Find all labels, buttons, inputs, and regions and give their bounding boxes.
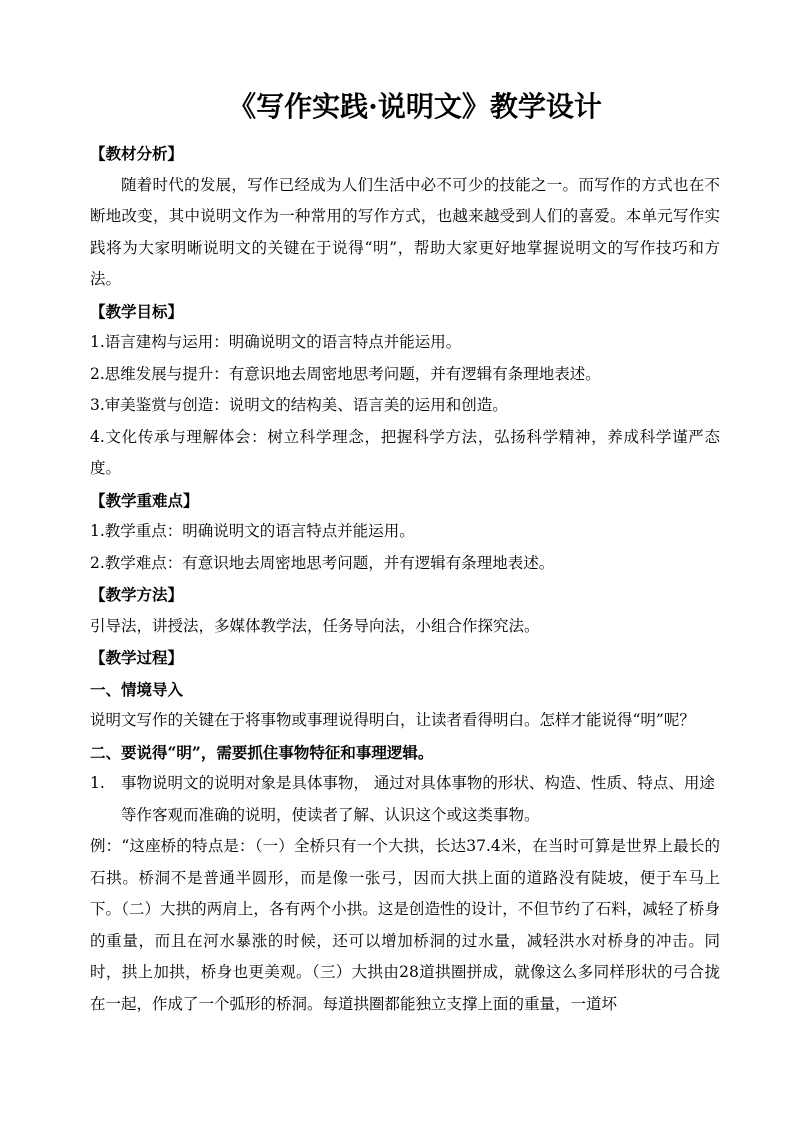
process-item-1-number: 1. (90, 774, 105, 792)
process-example: 例：“这座桥的特点是：（一）全桥只有一个大拱，长达37.4米，在当时可算是世界上最长的石拱。桥洞不是普通半圆形，而是像一张弓，因而大拱上面的道路没有陡坡，便于车马上下。（二）大拱的两肩上，各有两个小拱。这是创造性的设计，不但节约了石料，减轻了桥身的重量，而且在河水暴涨的时候，还可以增加桥洞的过水量，减轻洪水对桥身的冲击。同时，拱上加拱，桥身也更美观。（三）大拱由28道拱圈拼成，就像这么多同样形状的弓合拢在一起，作成了一个弧形的桥洞。每道拱圈都能独立支撑上面的重量，一道坏 (90, 837, 720, 1013)
process-step2-heading: 二、要说得“明”，需要抓住事物特征和事理逻辑。 (90, 742, 434, 762)
section-heading-key-points: 【教学重难点】 (90, 490, 199, 510)
section-heading-goals: 【教学目标】 (90, 301, 184, 321)
key-point-item-1: 1.教学重点：明确说明文的语言特点并能运用。 (90, 522, 415, 540)
goal-item-3: 3.审美鉴赏与创造：说明文的结构美、语言美的运用和创造。 (90, 396, 508, 414)
process-step1-heading: 一、情境导入 (90, 679, 184, 699)
goal-item-2: 2.思维发展与提升：有意识地去周密地思考问题，并有逻辑有条理地表述。 (90, 364, 601, 383)
material-analysis-paragraph: 随着时代的发展，写作已经成为人们生活中必不可少的技能之一。而写作的方式也在不断地改变，其中说明文作为一种常用的写作方式，也越来越受到人们的喜爱。本单元写作实践将为大家明晰说明文的关键在于说得“明”，帮助大家更好地掌握说明文的写作技巧和方法。 (90, 175, 720, 288)
section-heading-material-analysis: 【教材分析】 (90, 144, 184, 163)
goal-item-1: 1.语言建构与运用：明确说明文的语言特点并能运用。 (90, 333, 462, 351)
process-item-1-text: 事物说明文的说明对象是具体事物， 通过对具体事物的形状、构造、性质、特点、用途等作客观而准确的说明，使读者了解、认识这个或这类事物。 (121, 774, 715, 824)
key-point-item-2: 2.教学难点：有意识地去周密地思考问题，并有逻辑有条理地表述。 (90, 553, 555, 572)
methods-text: 引导法，讲授法，多媒体教学法，任务导向法，小组合作探究法。 (90, 616, 540, 635)
process-item-1 (90, 768, 720, 831)
goal-item-4: 4.文化传承与理解体会：树立科学理念，把握科学方法，弘扬科学精神，养成科学谨严态度。 (90, 427, 720, 477)
document-page (90, 80, 720, 1020)
section-heading-process: 【教学过程】 (90, 648, 184, 667)
process-step1-text: 说明文写作的关键在于将事物或事理说得明白，让读者看得明白。怎样才能说得“明”呢？ (90, 711, 695, 729)
document-title: 《写作实践·说明文》教学设计 (228, 90, 602, 123)
section-heading-methods: 【教学方法】 (90, 585, 184, 604)
